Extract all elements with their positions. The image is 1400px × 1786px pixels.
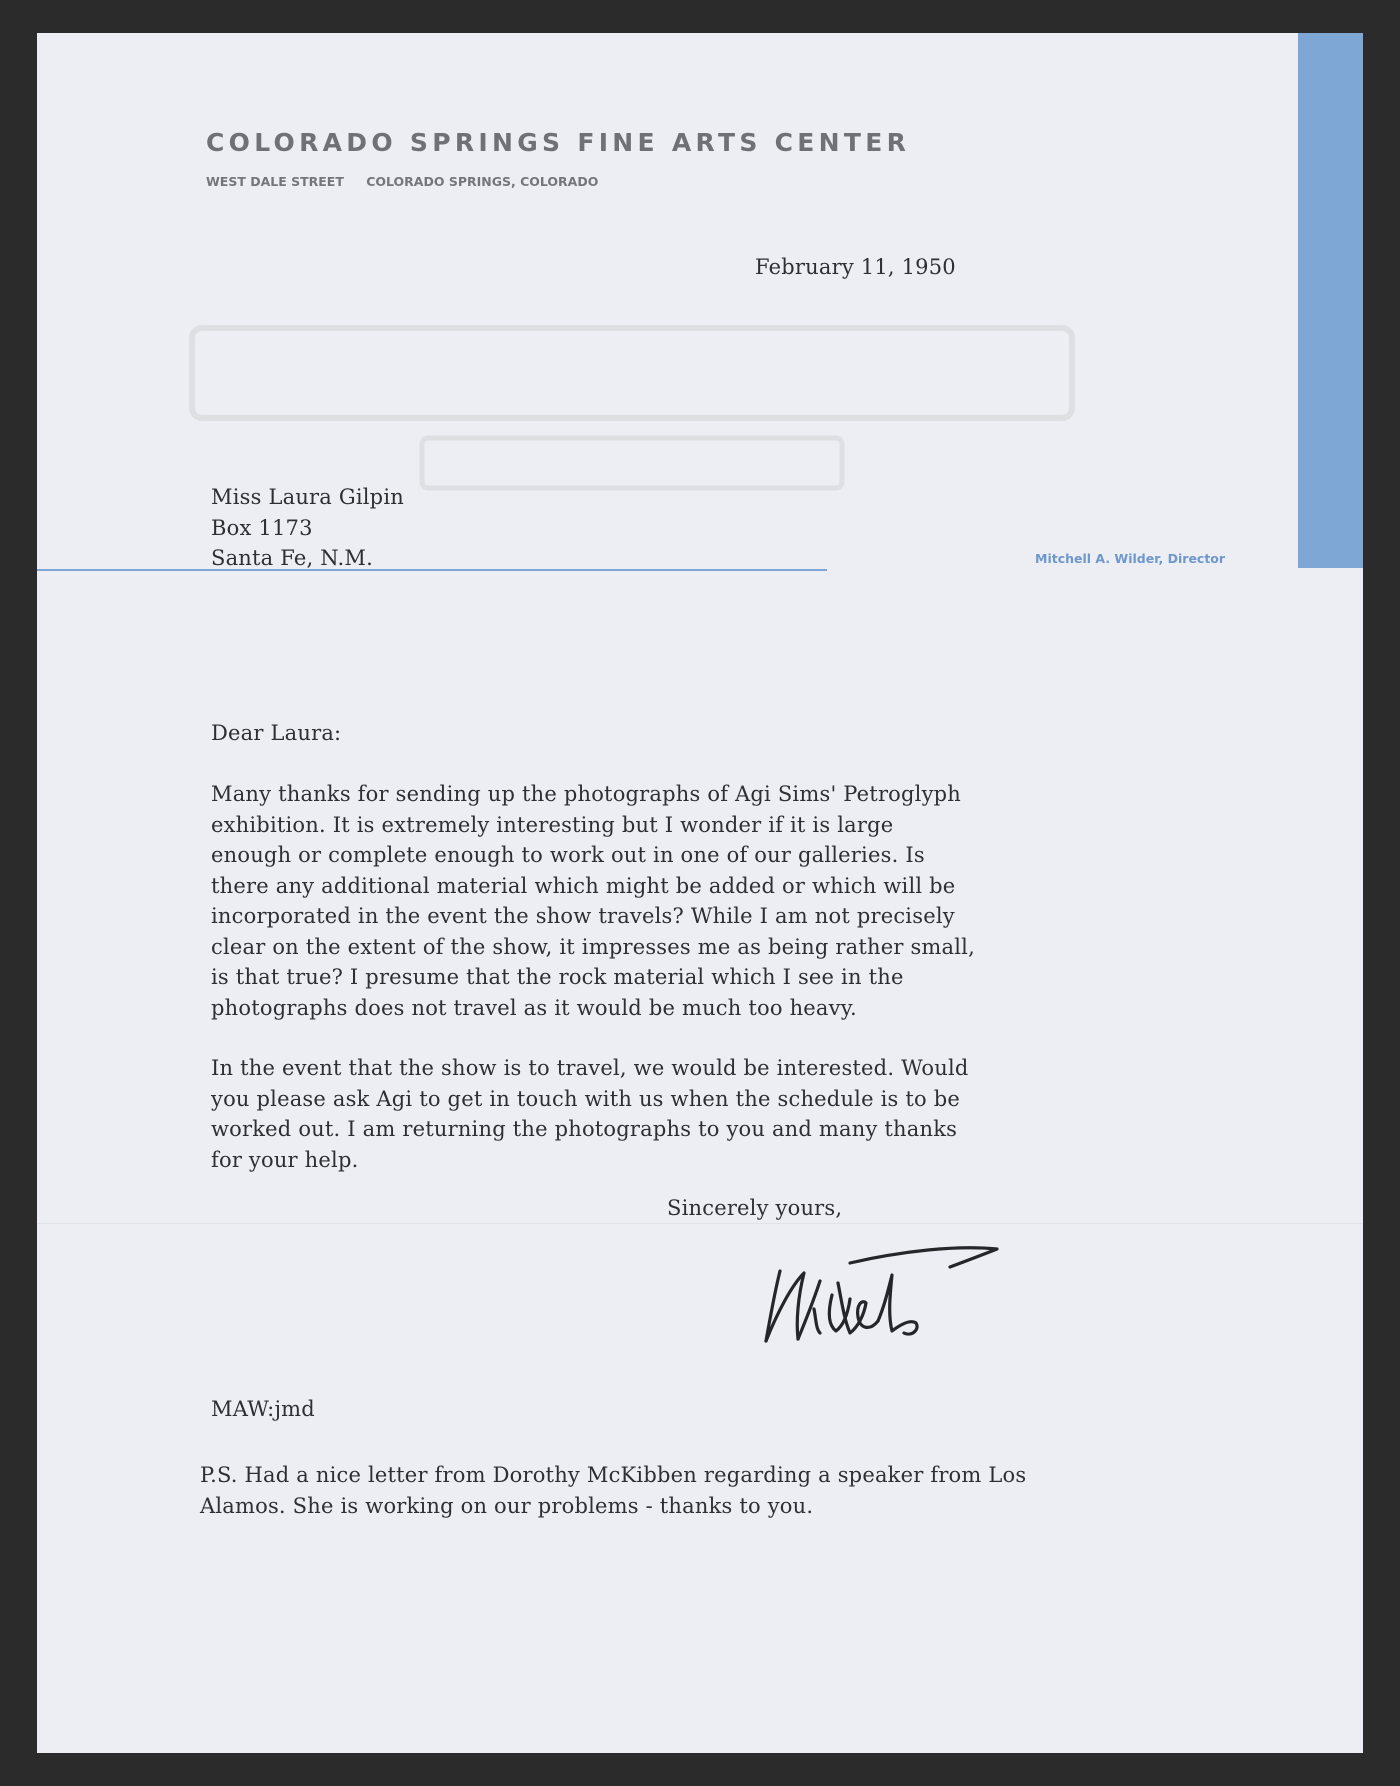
paragraph-line: exhibition. It is extremely interesting but I wonder if it is large: [211, 812, 894, 837]
paragraph-line: is that true? I presume that the rock material which I see in the: [211, 965, 904, 989]
postscript: [200, 1460, 1026, 1521]
letter-page: [37, 33, 1363, 1753]
paragraph-line: clear on the extent of the show, it impresses me as being rather small,: [211, 934, 975, 959]
letterhead-city: COLORADO SPRINGS, COLORADO: [366, 174, 599, 189]
paragraph-line: there any additional material which might be added or which will be: [211, 873, 956, 898]
letter-date: February 11, 1950: [755, 255, 956, 279]
paragraph-line: for your help.: [211, 1147, 359, 1172]
postscript-line: P.S. Had a nice letter from Dorothy McKibben regarding a speaker from Los: [200, 1463, 1027, 1487]
paper-watermark: [172, 308, 1092, 508]
letterhead-organization: COLORADO SPRINGS FINE ARTS CENTER: [206, 128, 911, 157]
letterhead-director: Mitchell A. Wilder, Director: [1035, 551, 1226, 566]
body-paragraph-1: [211, 779, 975, 1023]
recipient-name: Miss Laura Gilpin: [211, 485, 404, 509]
paragraph-line: worked out. I am returning the photographs to you and many thanks: [211, 1117, 958, 1141]
paper-fold-line: [37, 1223, 1363, 1224]
postscript-line: Alamos. She is working on our problems - thanks to you.: [200, 1493, 814, 1518]
letterhead-street: WEST DALE STREET: [206, 174, 344, 189]
paragraph-line: incorporated in the event the show travels? While I am not precisely: [211, 904, 955, 928]
salutation: Dear Laura:: [211, 721, 342, 745]
letterhead-address: [206, 174, 598, 189]
closing: Sincerely yours,: [667, 1196, 843, 1220]
paragraph-line: you please ask Agi to get in touch with us when the schedule is to be: [211, 1086, 960, 1111]
recipient-address: [211, 482, 404, 574]
recipient-box: Box 1173: [211, 515, 313, 540]
typist-initials: MAW:jmd: [211, 1397, 315, 1421]
paragraph-line: photographs does not travel as it would be much too heavy.: [211, 995, 857, 1020]
recipient-city: Santa Fe, N.M.: [211, 546, 373, 570]
body-paragraph-2: [211, 1053, 969, 1175]
paragraph-line: enough or complete enough to work out in one of our galleries. Is: [211, 843, 925, 867]
paragraph-line: In the event that the show is to travel, we would be interested. Would: [211, 1056, 969, 1080]
letterhead-accent-bar: [1298, 33, 1363, 568]
handwritten-signature: [752, 1233, 1022, 1358]
letterhead-accent-rule: [37, 569, 827, 571]
paragraph-line: Many thanks for sending up the photographs of Agi Sims' Petroglyph: [211, 782, 962, 806]
